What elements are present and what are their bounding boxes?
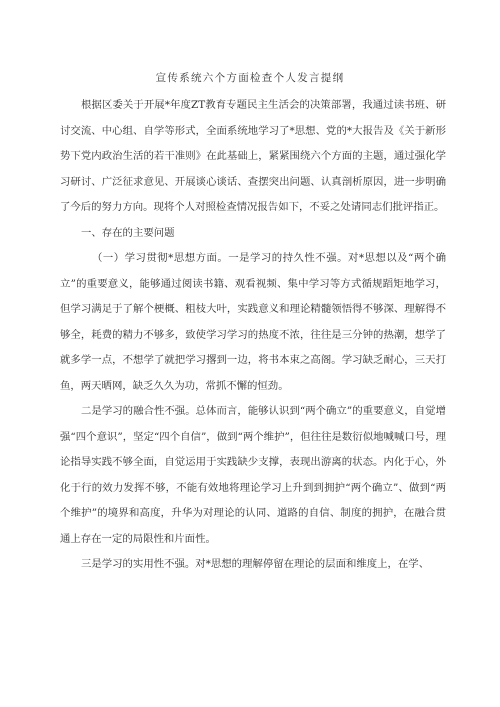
document-title: 宣传系统六个方面检查个人发言提纲 [155, 72, 345, 84]
document-body [60, 93, 446, 578]
section-heading: 一、存在的主要问题 [81, 226, 175, 239]
subsection-paragraph-1: （一）学习贯彻*思想方面。一是学习的持久性不强。对*思想以及“两个确立”的重要意义，能够通过阅读书籍、观看视频、集中学习等方式循规蹈矩地学习，但学习满足于了解个梗概、粗枝大叶，实践意义和理论精髓领悟得不够深、理解得不够全，耗费的精力不够多，致使学习学习的热度不浓，往往是三分钟的热潮，想学了就多学一点，不想学了就把学习撂到一边，将书本束之高阁。学习缺乏耐心，三天打鱼，两天晒网，缺乏久久为功，常抓不懈的恒劲。 [60, 252, 446, 392]
subsection-paragraph-3: 三是学习的实用性不强。对*思想的理解停留在理论的层面和维度上，在学、 [81, 558, 430, 570]
intro-paragraph: 根据区委关于开展*年度ZT教育专题民主生活会的决策部署，我通过读书班、研讨交流、中心组、自学等形式，全面系统地学习了*思想、党的*大报告及《关于新形势下党内政治生活的若干准则》在此基础上，紧紧围绕六个方面的主题，通过强化学习研讨、广泛征求意见、开展谈心谈话、查摆突出问题、认真剖析原因，进一步明确了今后的努力方向。现将个人对照检查情况报告如下，不妥之处请同志们批评指正。 [60, 99, 446, 213]
subsection-paragraph-2: 二是学习的融合性不强。总体而言，能够认识到“两个确立”的重要意义，自觉增强“四个意识”，坚定“四个自信”，做到“两个维护”，但往往是数衍似地喊喊口号，理论指导实践不够全面，自觉运用于实践缺少支撑，表现出游离的状态。内化于心，外化于行的效力发挥不够，不能有效地将理论学习上升到到拥护“两个确立”、做到“两个维护”的境界和高度，升华为对理论的认同、道路的自信、制度的拥护，在融合贯通上存在一定的局限性和片面性。 [60, 405, 446, 545]
